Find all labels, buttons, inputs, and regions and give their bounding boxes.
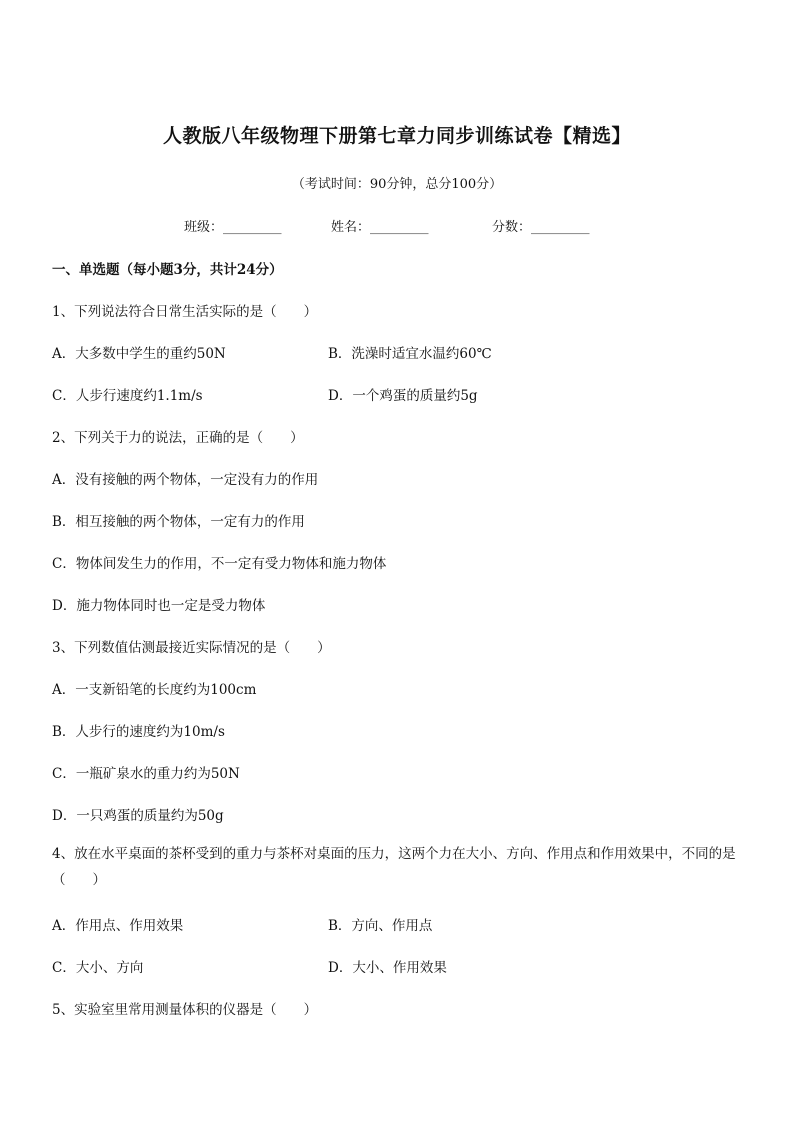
question-4-stem: 4、放在水平桌面的茶杯受到的重力与茶杯对桌面的压力，这两个力在大小、方向、作用点和作用效果中，不同的是（ ） bbox=[52, 846, 736, 888]
question-1-stem: 1、下列说法符合日常生活实际的是（ ） bbox=[52, 304, 318, 320]
question-2-stem: 2、下列关于力的说法，正确的是（ ） bbox=[52, 430, 304, 446]
question-3-option-c: C．一瓶矿泉水的重力约为50N bbox=[52, 766, 240, 782]
question-3-option-b: B．人步行的速度约为10m/s bbox=[52, 724, 225, 740]
question-4-option-b: B．方向、作用点 bbox=[328, 918, 433, 934]
question-3-option-a: A．一支新铅笔的长度约为100cm bbox=[52, 682, 257, 698]
question-3-option-d: D．一只鸡蛋的质量约为50g bbox=[52, 808, 224, 824]
question-3-stem: 3、下列数值估测最接近实际情况的是（ ） bbox=[52, 640, 331, 656]
question-4-option-d: D．大小、作用效果 bbox=[328, 960, 447, 976]
score-field: 分数：_________ bbox=[492, 220, 590, 235]
question-2-option-c: C．物体间发生力的作用，不一定有受力物体和施力物体 bbox=[52, 556, 387, 572]
question-2-option-b: B．相互接触的两个物体，一定有力的作用 bbox=[52, 514, 305, 530]
class-field: 班级：_________ bbox=[184, 220, 282, 235]
question-2-option-d: D．施力物体同时也一定是受力物体 bbox=[52, 598, 266, 614]
question-1-option-c: C．人步行速度约1.1m/s bbox=[52, 388, 203, 404]
question-2-option-a: A．没有接触的两个物体，一定没有力的作用 bbox=[52, 472, 319, 488]
question-1-option-a: A．大多数中学生的重约50N bbox=[52, 346, 226, 362]
section-heading: 一、单选题（每小题3分，共计24分） bbox=[52, 262, 283, 278]
exam-duration-note: （考试时间：90分钟，总分100分） bbox=[291, 177, 503, 192]
name-field: 姓名：_________ bbox=[331, 220, 429, 235]
question-4-option-c: C．大小、方向 bbox=[52, 960, 144, 976]
question-4-option-a: A．作用点、作用效果 bbox=[52, 918, 184, 934]
exam-title: 人教版八年级物理下册第七章力同步训练试卷【精选】 bbox=[162, 125, 631, 147]
question-1-option-b: B．洗澡时适宜水温约60℃ bbox=[328, 346, 492, 362]
question-1-option-d: D．一个鸡蛋的质量约5g bbox=[328, 388, 478, 404]
question-5-stem: 5、实验室里常用测量体积的仪器是（ ） bbox=[52, 1002, 318, 1018]
